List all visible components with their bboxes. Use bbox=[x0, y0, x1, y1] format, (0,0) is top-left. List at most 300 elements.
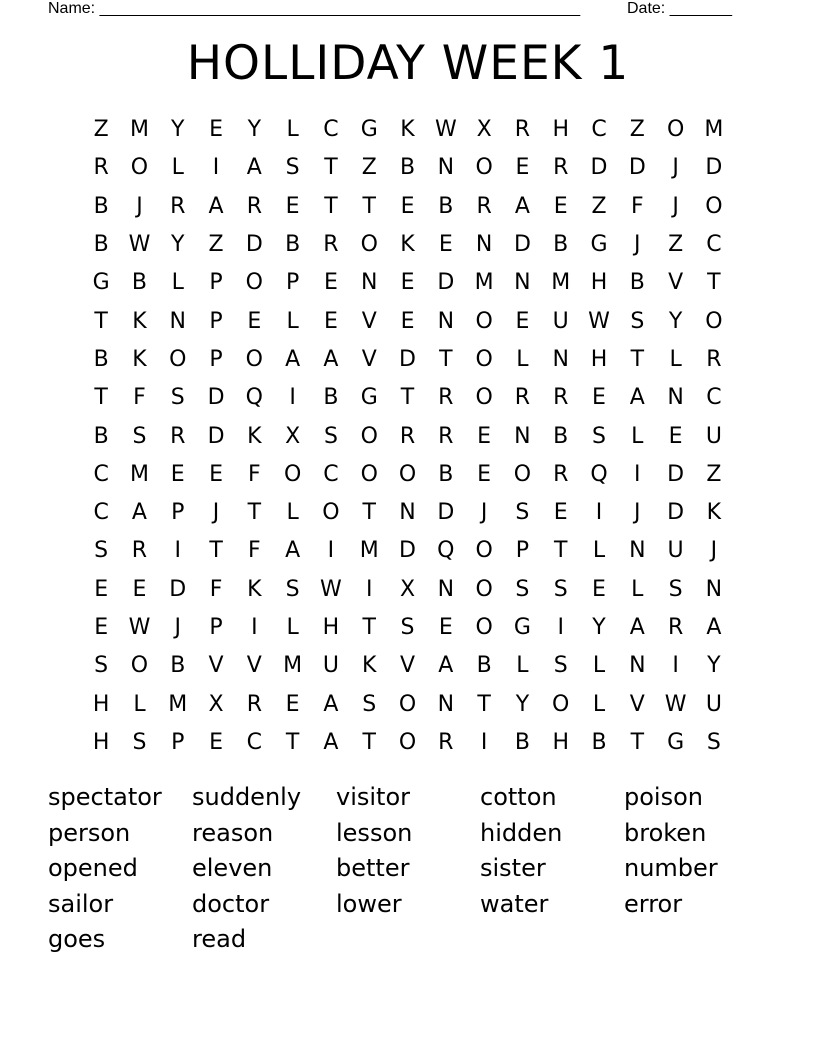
word-bank-item: reason bbox=[192, 818, 274, 847]
grid-letter: J bbox=[634, 232, 641, 258]
grid-letter: C bbox=[591, 117, 607, 143]
grid-row bbox=[82, 647, 733, 685]
grid-letter: S bbox=[668, 576, 683, 602]
grid-letter: A bbox=[246, 155, 262, 181]
grid-letter: O bbox=[398, 729, 417, 755]
grid-letter: Z bbox=[93, 117, 109, 143]
grid-letter: A bbox=[323, 346, 339, 372]
grid-letter: L bbox=[286, 615, 299, 640]
grid-letter: A bbox=[323, 691, 339, 717]
word-bank-item: read bbox=[192, 925, 247, 953]
grid-letter: L bbox=[286, 308, 299, 334]
grid-letter: V bbox=[399, 653, 416, 679]
grid-row bbox=[82, 456, 733, 494]
grid-letter: Y bbox=[592, 615, 606, 640]
grid-letter: C bbox=[706, 232, 722, 258]
grid-letter: Z bbox=[208, 232, 224, 258]
grid-letter: D bbox=[437, 270, 455, 296]
grid-letter: T bbox=[400, 385, 415, 411]
grid-letter: R bbox=[706, 346, 722, 372]
grid-row bbox=[82, 226, 733, 264]
grid-row bbox=[82, 302, 733, 340]
word-bank-item: suddenly bbox=[192, 783, 302, 811]
grid-letter: T bbox=[630, 346, 645, 372]
grid-letter: C bbox=[706, 385, 722, 411]
grid-letter: O bbox=[245, 346, 263, 372]
grid-letter: E bbox=[668, 423, 683, 449]
grid-letter: A bbox=[629, 615, 645, 640]
grid-letter: E bbox=[94, 576, 109, 602]
grid-letter: M bbox=[129, 461, 149, 487]
grid-letter: Z bbox=[361, 155, 377, 181]
grid-letter: R bbox=[438, 729, 454, 755]
grid-letter: P bbox=[171, 500, 185, 526]
grid-letter: W bbox=[128, 615, 151, 640]
grid-letter: E bbox=[438, 615, 453, 640]
grid-letter: J bbox=[710, 538, 718, 564]
grid-letter: T bbox=[324, 193, 338, 219]
grid-letter: H bbox=[92, 691, 110, 717]
grid-letter: Y bbox=[668, 308, 683, 334]
word-bank-item: visitor bbox=[336, 783, 411, 811]
grid-letter: A bbox=[514, 193, 530, 219]
grid-letter: E bbox=[592, 576, 606, 602]
grid-letter: R bbox=[553, 385, 569, 411]
grid-letter: R bbox=[246, 193, 262, 219]
grid-letter: N bbox=[360, 270, 378, 296]
grid-letter: K bbox=[132, 308, 147, 334]
grid-row bbox=[82, 149, 733, 187]
grid-letter: N bbox=[437, 691, 455, 717]
grid-letter: D bbox=[667, 461, 685, 487]
grid-letter: R bbox=[246, 691, 262, 717]
grid-letter: E bbox=[132, 576, 147, 602]
grid-letter: D bbox=[399, 346, 416, 372]
grid-letter: I bbox=[251, 615, 258, 640]
grid-letter: A bbox=[323, 729, 339, 755]
grid-letter: B bbox=[591, 729, 607, 755]
grid-letter: F bbox=[630, 193, 644, 219]
grid-letter: E bbox=[94, 615, 109, 640]
grid-letter: E bbox=[553, 500, 568, 526]
grid-letter: O bbox=[475, 576, 493, 602]
grid-letter: T bbox=[362, 729, 376, 755]
word-bank-item: sailor bbox=[48, 889, 114, 918]
grid-letter: B bbox=[476, 653, 492, 679]
grid-letter: N bbox=[705, 576, 723, 602]
grid-letter: F bbox=[248, 461, 261, 487]
grid-letter: K bbox=[362, 653, 377, 679]
grid-letter: I bbox=[672, 653, 679, 679]
grid-letter: O bbox=[705, 308, 723, 334]
grid-letter: T bbox=[94, 308, 108, 334]
grid-letter: S bbox=[515, 576, 530, 602]
grid-letter: D bbox=[705, 155, 723, 181]
grid-letter: N bbox=[475, 232, 493, 258]
grid-letter: L bbox=[286, 117, 299, 143]
grid-letter: S bbox=[630, 308, 645, 334]
grid-letter: O bbox=[513, 461, 532, 487]
grid-letter: A bbox=[706, 615, 722, 640]
grid-letter: A bbox=[629, 385, 645, 411]
grid-letter: P bbox=[209, 308, 223, 334]
grid-letter: R bbox=[170, 423, 186, 449]
grid-letter: S bbox=[515, 500, 530, 526]
grid-letter: B bbox=[553, 232, 569, 258]
grid-letter: L bbox=[171, 155, 184, 181]
grid-letter: V bbox=[668, 270, 684, 296]
grid-letter: P bbox=[209, 346, 223, 372]
grid-letter: A bbox=[131, 500, 147, 526]
grid-letter: I bbox=[557, 615, 564, 640]
grid-letter: P bbox=[285, 270, 300, 296]
grid-letter: H bbox=[590, 346, 608, 372]
grid-row bbox=[82, 341, 733, 379]
grid-letter: K bbox=[400, 232, 415, 258]
word-bank-item: sister bbox=[480, 854, 546, 882]
word-bank-item: cotton bbox=[480, 783, 557, 811]
grid-letter: R bbox=[553, 461, 569, 487]
grid-letter: N bbox=[552, 346, 569, 372]
word-bank-item: spectator bbox=[48, 783, 162, 811]
grid-letter: B bbox=[553, 423, 569, 449]
grid-letter: L bbox=[592, 538, 606, 564]
grid-letter: T bbox=[285, 729, 300, 755]
grid-row bbox=[82, 188, 733, 226]
grid-letter: R bbox=[514, 117, 531, 143]
grid-letter: E bbox=[323, 308, 338, 334]
grid-letter: D bbox=[207, 385, 225, 411]
grid-letter: O bbox=[552, 691, 570, 717]
grid-letter: U bbox=[322, 653, 339, 679]
grid-letter: I bbox=[480, 729, 488, 755]
grid-letter: S bbox=[553, 576, 568, 602]
grid-letter: X bbox=[476, 117, 492, 143]
grid-letter: R bbox=[438, 423, 454, 449]
grid-letter: N bbox=[514, 423, 531, 449]
grid-row bbox=[82, 264, 733, 302]
grid-row bbox=[82, 417, 733, 455]
grid-letter: P bbox=[209, 270, 223, 296]
grid-letter: Y bbox=[707, 653, 721, 679]
word-bank-item: better bbox=[336, 854, 410, 882]
grid-letter: X bbox=[208, 691, 224, 717]
grid-letter: N bbox=[514, 270, 531, 296]
grid-letter: E bbox=[592, 385, 606, 411]
grid-letter: A bbox=[438, 653, 454, 679]
grid-letter: D bbox=[399, 538, 416, 564]
grid-letter: J bbox=[174, 615, 181, 640]
grid-letter: U bbox=[667, 538, 684, 564]
grid-row bbox=[82, 494, 733, 532]
grid-letter: E bbox=[400, 193, 415, 219]
grid-letter: O bbox=[169, 346, 187, 372]
grid-letter: R bbox=[93, 155, 109, 181]
grid-letter: E bbox=[515, 155, 530, 181]
grid-letter: Z bbox=[591, 193, 607, 219]
grid-letter: R bbox=[514, 385, 531, 411]
grid-letter: B bbox=[285, 232, 301, 258]
grid-letter: U bbox=[705, 423, 722, 449]
grid-letter: S bbox=[706, 729, 721, 755]
grid-letter: T bbox=[553, 538, 568, 564]
grid-letter: O bbox=[398, 461, 417, 487]
grid-letter: X bbox=[399, 576, 416, 602]
grid-letter: I bbox=[595, 500, 603, 526]
grid-letter: T bbox=[630, 729, 645, 755]
grid-letter: G bbox=[667, 729, 685, 755]
grid-letter: C bbox=[93, 461, 109, 487]
grid-letter: L bbox=[171, 270, 184, 296]
grid-letter: G bbox=[360, 385, 378, 411]
grid-letter: E bbox=[515, 308, 530, 334]
header-fields bbox=[48, 0, 748, 20]
grid-letter: K bbox=[706, 500, 722, 526]
grid-letter: V bbox=[361, 308, 377, 334]
grid-letter: D bbox=[169, 576, 187, 602]
grid-letter: M bbox=[474, 270, 494, 296]
grid-row bbox=[82, 609, 733, 647]
grid-letter: A bbox=[285, 538, 301, 564]
word-bank-item: person bbox=[48, 818, 131, 847]
grid-letter: I bbox=[365, 576, 373, 602]
grid-letter: K bbox=[132, 346, 147, 372]
grid-letter: O bbox=[475, 308, 493, 334]
grid-letter: W bbox=[588, 308, 610, 334]
grid-letter: B bbox=[399, 155, 416, 181]
grid-letter: B bbox=[93, 346, 109, 372]
word-search-grid bbox=[82, 111, 733, 762]
grid-letter: O bbox=[475, 385, 493, 411]
grid-letter: O bbox=[245, 270, 263, 296]
grid-letter: M bbox=[168, 691, 188, 717]
grid-letter: B bbox=[93, 232, 109, 258]
grid-letter: N bbox=[667, 385, 684, 411]
grid-letter: E bbox=[170, 461, 185, 487]
grid-letter: R bbox=[170, 193, 186, 219]
grid-letter: E bbox=[285, 193, 300, 219]
grid-letter: R bbox=[438, 385, 454, 411]
grid-letter: O bbox=[398, 691, 417, 717]
grid-letter: R bbox=[131, 538, 148, 564]
word-bank-item: broken bbox=[624, 818, 707, 847]
grid-letter: B bbox=[131, 270, 147, 296]
grid-letter: J bbox=[672, 155, 679, 181]
grid-letter: L bbox=[133, 691, 146, 717]
grid-letter: U bbox=[552, 308, 569, 334]
grid-letter: W bbox=[320, 576, 342, 602]
grid-letter: E bbox=[285, 691, 300, 717]
grid-letter: S bbox=[553, 653, 568, 679]
grid-letter: T bbox=[707, 270, 721, 296]
grid-letter: P bbox=[209, 615, 223, 640]
grid-letter: S bbox=[285, 155, 300, 181]
grid-letter: K bbox=[247, 576, 262, 602]
grid-letter: D bbox=[628, 155, 646, 181]
grid-letter: R bbox=[399, 423, 416, 449]
grid-letter: F bbox=[248, 538, 261, 564]
grid-letter: L bbox=[592, 691, 606, 717]
grid-letter: C bbox=[93, 500, 109, 526]
grid-row bbox=[82, 685, 733, 723]
grid-letter: U bbox=[705, 691, 722, 717]
grid-letter: Q bbox=[590, 461, 608, 487]
grid-letter: N bbox=[437, 308, 455, 334]
grid-letter: T bbox=[94, 385, 108, 411]
grid-letter: L bbox=[286, 500, 299, 526]
grid-letter: X bbox=[285, 423, 301, 449]
grid-letter: V bbox=[629, 691, 645, 717]
grid-letter: V bbox=[246, 653, 262, 679]
grid-letter: I bbox=[289, 385, 296, 411]
grid-letter: B bbox=[438, 193, 454, 219]
grid-letter: H bbox=[552, 117, 569, 143]
grid-letter: I bbox=[174, 538, 181, 564]
word-bank bbox=[48, 780, 768, 958]
grid-letter: A bbox=[208, 193, 224, 219]
grid-letter: N bbox=[399, 500, 416, 526]
grid-row bbox=[82, 111, 733, 149]
grid-letter: D bbox=[245, 232, 263, 258]
grid-letter: O bbox=[283, 461, 302, 487]
grid-letter: L bbox=[516, 653, 529, 679]
grid-letter: H bbox=[552, 729, 569, 755]
grid-letter: P bbox=[515, 538, 530, 564]
grid-letter: B bbox=[323, 385, 339, 411]
grid-letter: O bbox=[475, 155, 493, 181]
word-bank-item: poison bbox=[624, 783, 703, 811]
word-bank-item: error bbox=[624, 889, 683, 918]
grid-letter: L bbox=[631, 423, 644, 449]
grid-letter: R bbox=[667, 615, 684, 640]
grid-letter: B bbox=[629, 270, 645, 296]
grid-letter: E bbox=[209, 461, 223, 487]
grid-letter: I bbox=[212, 155, 220, 181]
grid-letter: E bbox=[209, 117, 223, 143]
grid-letter: M bbox=[283, 653, 303, 679]
grid-letter: B bbox=[170, 653, 186, 679]
grid-letter: E bbox=[400, 270, 415, 296]
grid-letter: T bbox=[209, 538, 223, 564]
grid-letter: O bbox=[360, 232, 378, 258]
word-bank-item: number bbox=[624, 854, 718, 882]
grid-letter: D bbox=[513, 232, 531, 258]
grid-letter: S bbox=[362, 691, 377, 717]
grid-letter: L bbox=[592, 653, 606, 679]
grid-letter: O bbox=[705, 193, 723, 219]
grid-letter: B bbox=[514, 729, 530, 755]
grid-letter: J bbox=[480, 500, 488, 526]
grid-letter: L bbox=[631, 576, 644, 602]
grid-letter: G bbox=[590, 232, 608, 258]
page-title: HOLLIDAY WEEK 1 bbox=[186, 36, 630, 91]
grid-letter: W bbox=[128, 232, 151, 258]
grid-letter: N bbox=[169, 308, 186, 334]
grid-letter: Y bbox=[171, 117, 185, 143]
grid-row bbox=[82, 571, 733, 609]
grid-letter: N bbox=[629, 653, 646, 679]
grid-letter: E bbox=[553, 193, 568, 219]
grid-letter: D bbox=[667, 500, 685, 526]
grid-letter: M bbox=[129, 117, 149, 143]
word-bank-item: doctor bbox=[192, 889, 270, 918]
grid-row bbox=[82, 379, 733, 417]
grid-letter: O bbox=[130, 155, 149, 181]
grid-letter: Z bbox=[668, 232, 684, 258]
grid-letter: L bbox=[516, 346, 529, 372]
grid-letter: E bbox=[400, 308, 415, 334]
grid-letter: Q bbox=[437, 538, 455, 564]
grid-row bbox=[82, 724, 733, 762]
grid-letter: Z bbox=[706, 461, 722, 487]
grid-letter: M bbox=[359, 538, 379, 564]
grid-letter: S bbox=[323, 423, 338, 449]
grid-letter: D bbox=[590, 155, 608, 181]
grid-letter: V bbox=[361, 346, 377, 372]
word-bank-item: eleven bbox=[192, 854, 273, 882]
grid-letter: S bbox=[94, 653, 109, 679]
grid-letter: E bbox=[323, 270, 338, 296]
grid-letter: T bbox=[324, 155, 338, 181]
grid-letter: J bbox=[634, 500, 641, 526]
grid-letter: N bbox=[437, 155, 455, 181]
grid-letter: M bbox=[551, 270, 571, 296]
grid-letter: C bbox=[246, 729, 263, 755]
grid-letter: O bbox=[360, 423, 378, 449]
grid-letter: C bbox=[323, 461, 339, 487]
grid-letter: C bbox=[323, 117, 339, 143]
date-field-label: Date: _______ bbox=[627, 0, 732, 17]
grid-row bbox=[82, 532, 733, 570]
grid-letter: A bbox=[285, 346, 301, 372]
word-bank-item: opened bbox=[48, 854, 138, 882]
grid-letter: E bbox=[477, 423, 492, 449]
grid-letter: J bbox=[136, 193, 143, 219]
grid-letter: M bbox=[704, 117, 724, 143]
grid-letter: T bbox=[439, 346, 453, 372]
grid-letter: T bbox=[477, 691, 491, 717]
grid-letter: S bbox=[592, 423, 606, 449]
grid-letter: Q bbox=[245, 385, 263, 411]
grid-letter: T bbox=[362, 193, 376, 219]
grid-letter: V bbox=[208, 653, 224, 679]
word-bank-item: goes bbox=[48, 925, 106, 953]
grid-letter: K bbox=[247, 423, 262, 449]
grid-letter: F bbox=[209, 576, 223, 602]
grid-letter: I bbox=[327, 538, 335, 564]
grid-letter: F bbox=[133, 385, 146, 411]
grid-letter: E bbox=[477, 461, 492, 487]
grid-letter: J bbox=[212, 500, 220, 526]
grid-letter: P bbox=[171, 729, 185, 755]
grid-letter: D bbox=[437, 500, 455, 526]
grid-letter: O bbox=[666, 117, 685, 143]
grid-letter: G bbox=[92, 270, 110, 296]
grid-letter: H bbox=[590, 270, 608, 296]
grid-letter: S bbox=[94, 538, 109, 564]
grid-letter: Z bbox=[629, 117, 645, 143]
grid-letter: E bbox=[209, 729, 223, 755]
word-bank-item: water bbox=[480, 889, 549, 918]
grid-letter: O bbox=[475, 538, 493, 564]
grid-letter: O bbox=[475, 615, 493, 640]
grid-letter: K bbox=[400, 117, 415, 143]
grid-letter: D bbox=[207, 423, 225, 449]
grid-letter: S bbox=[400, 615, 415, 640]
grid-letter: E bbox=[438, 232, 453, 258]
grid-letter: L bbox=[669, 346, 682, 372]
grid-letter: O bbox=[322, 500, 340, 526]
